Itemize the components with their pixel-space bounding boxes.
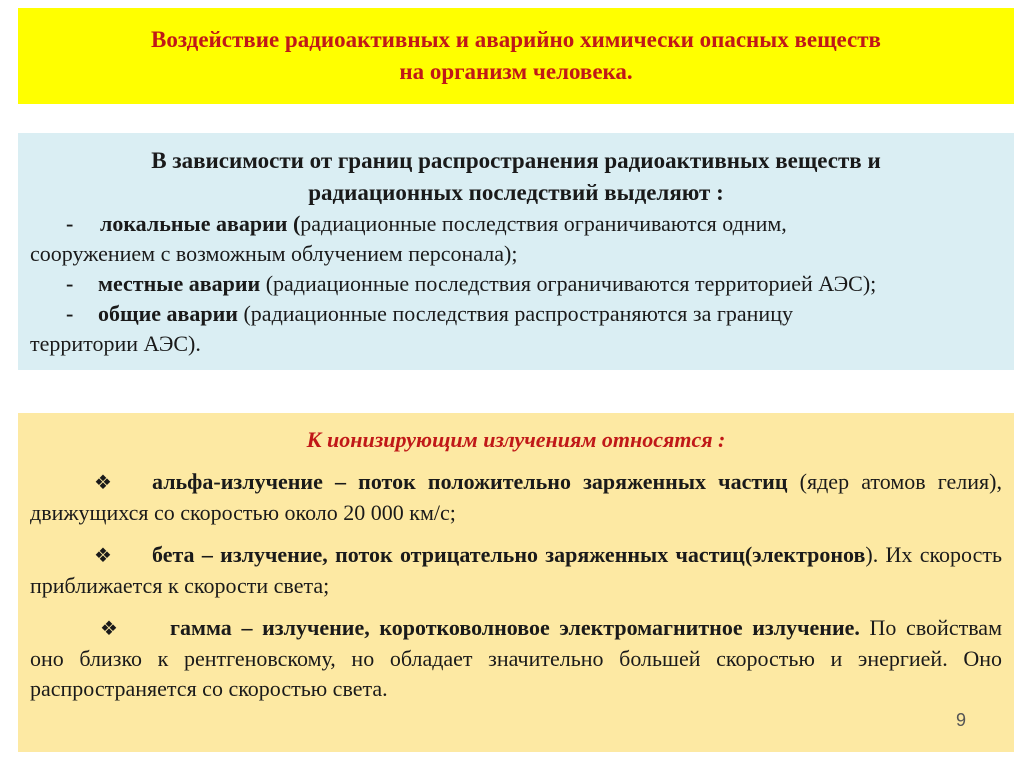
list-item-beta: [30, 540, 1002, 601]
term-beta: бета – излучение, поток отрицательно заряженных частиц(электронов: [152, 542, 866, 567]
accident-types-heading-line2: радиационных последствий выделяют :: [308, 180, 724, 205]
diamond-bullet-icon: ❖: [94, 545, 112, 567]
list-item-local-cont: [30, 239, 1002, 269]
title-banner: [18, 8, 1014, 104]
dash-marker: -: [66, 301, 74, 326]
list-item-gamma: [30, 613, 1002, 704]
ionizing-radiation-section: [18, 413, 1014, 752]
list-item-general-cont: [30, 329, 1002, 359]
slide-title-line1: Воздействие радиоактивных и аварийно химически опасных веществ: [151, 27, 881, 52]
desc-local-line2: сооружением с возможным облучением персонала);: [30, 241, 518, 266]
accident-types-heading-line1: В зависимости от границ распространения радиоактивных веществ и: [151, 148, 881, 173]
desc-alpha: (ядер атомов гелия), движущихся со скоростью около 20 000 км/с;: [30, 469, 1002, 525]
dash-marker: -: [66, 271, 74, 296]
list-item-local: [30, 209, 1002, 239]
slide-title-line2: на организм человека.: [399, 59, 633, 84]
term-local: локальные аварии (: [100, 211, 301, 236]
term-gamma: гамма – излучение, коротковолновое электромагнитное излучение.: [170, 615, 860, 640]
list-item-alpha: [30, 467, 1002, 528]
list-item-site: [30, 269, 1002, 299]
ionizing-radiation-heading: К ионизирующим излучениям относятся :: [306, 427, 726, 452]
desc-beta: ). Их скорость приближается к скорости света;: [30, 542, 1002, 598]
list-item-general: [30, 299, 1002, 329]
desc-gamma: По свойствам оно близко к рентгеновскому, но обладает значительно большей скоростью и энергией. Оно распространяется со скоростью света.: [30, 615, 1002, 701]
term-alpha: альфа-излучение – поток положительно заряженных частиц: [152, 469, 788, 494]
desc-local-line1: радиационные последствия ограничиваются одним,: [300, 211, 787, 236]
desc-general-line2: территории АЭС).: [30, 331, 201, 356]
accident-types-section: [18, 133, 1014, 370]
desc-site: (радиационные последствия ограничиваются территорией АЭС);: [260, 271, 877, 296]
desc-general-line1: (радиационные последствия распространяются за границу: [237, 301, 793, 326]
diamond-bullet-icon: ❖: [100, 618, 118, 640]
dash-marker: -: [66, 211, 74, 236]
term-site: местные аварии: [98, 271, 261, 296]
term-general: общие аварии: [98, 301, 238, 326]
diamond-bullet-icon: ❖: [94, 472, 112, 494]
page-number: 9: [955, 710, 966, 730]
